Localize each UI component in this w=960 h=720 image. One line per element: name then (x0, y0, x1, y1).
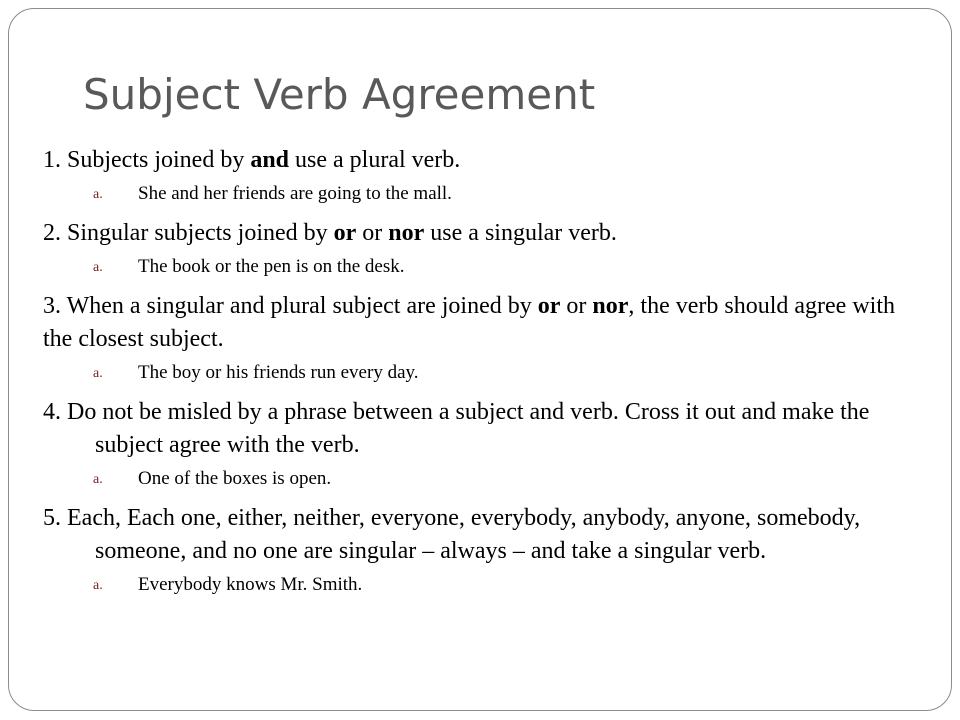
rule-3 (43, 290, 923, 356)
rule-text: use a singular verb. (424, 220, 617, 246)
rule-text: , the verb should agree with the closest subject. (43, 293, 895, 352)
example-marker: a. (93, 260, 103, 275)
slide-body (43, 144, 923, 608)
example-marker: a. (93, 472, 103, 487)
rule-text: Singular subjects joined by (67, 220, 334, 246)
example-text: The boy or his friends run every day. (138, 362, 419, 383)
rule-keyword: or (537, 293, 561, 319)
example-marker: a. (93, 187, 103, 202)
rule-text: Subjects joined by (67, 147, 251, 173)
rule-text: or (560, 293, 593, 319)
rule-text: or (356, 220, 389, 246)
rule-keyword: or (333, 220, 357, 246)
rule-number: 3. (43, 293, 61, 319)
rule-5 (43, 502, 923, 568)
example-1 (43, 181, 923, 207)
rule-text: Do not be misled by a phrase between a subject and verb. Cross it out and make the subject agree with the verb. (67, 399, 870, 458)
example-5 (43, 572, 923, 598)
example-text: One of the boxes is open. (138, 468, 332, 489)
slide-title: Subject Verb Agreement (83, 70, 596, 119)
rule-number: 5. (43, 505, 61, 531)
rule-number: 4. (43, 399, 61, 425)
rule-2 (43, 217, 923, 250)
rule-text: Each, Each one, either, neither, everyone, everybody, anybody, anyone, somebody, someone, and no one are singular – always – and take a singular verb. (67, 505, 861, 564)
rule-keyword: nor (388, 220, 425, 246)
example-4 (43, 466, 923, 492)
rule-keyword: nor (592, 293, 629, 319)
example-marker: a. (93, 366, 103, 381)
example-text: Everybody knows Mr. Smith. (138, 574, 363, 595)
rule-number: 2. (43, 220, 61, 246)
rule-text: When a singular and plural subject are joined by (61, 293, 538, 319)
example-marker: a. (93, 578, 103, 593)
slide (8, 8, 952, 711)
example-3 (43, 360, 923, 386)
rule-keyword: and (250, 147, 290, 173)
rule-text: use a plural verb. (289, 147, 461, 173)
rule-1 (43, 144, 923, 177)
example-text: The book or the pen is on the desk. (138, 256, 405, 277)
rule-4 (43, 396, 923, 462)
example-text: She and her friends are going to the mall. (138, 183, 452, 204)
rule-number: 1. (43, 147, 61, 173)
example-2 (43, 254, 923, 280)
